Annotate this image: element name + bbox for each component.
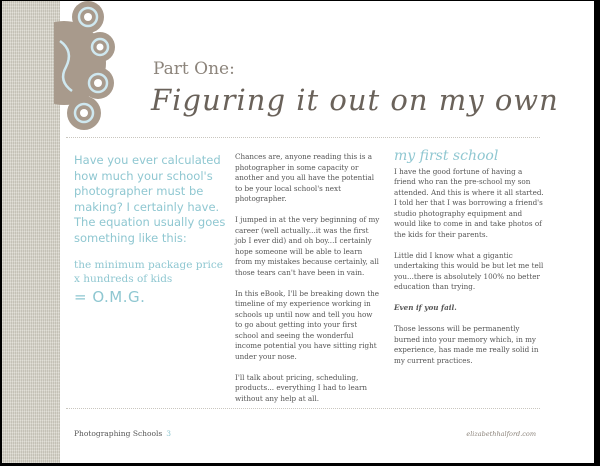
paragraph: Chances are, anyone reading this is a photographer in some capacity or another and you all have the potential to be your local school's next photographer. (235, 152, 375, 203)
paragraph: Those lessons will be permanently burned into your memory which, in my experience, has made me really solid in my current practices. (394, 324, 539, 365)
pull-quote-question: Have you ever calculated how much your school's photographer must be making? I certainly have. The equation usually goes something like this: (74, 153, 226, 245)
section-heading: my first school (394, 148, 499, 164)
page-number: 3 (166, 429, 172, 438)
pull-quote-equation (74, 258, 228, 286)
footer-website: elizabethhalford.com (466, 430, 536, 438)
paragraph: Little did I know what a gigantic undertaking this would be but let me tell you...there is absolutely 100% no better education than trying. (394, 250, 544, 291)
paragraph: In this eBook, I'll be breaking down the timeline of my experience working in schools up until now and tell you how to go about getting into your first school and seeing the wonderful income potential you have sitting right under your nose. (235, 288, 380, 361)
body-column-1 (235, 152, 381, 415)
ebook-page (2, 1, 594, 463)
equation-line-1: the minimum package price (74, 259, 223, 271)
footer-book-title: Photographing Schools (74, 429, 163, 438)
flourish-ornament (54, 1, 120, 139)
emphasis-line: Even if you fail. (394, 303, 457, 312)
part-label: Part One: (153, 59, 235, 79)
pull-quote (74, 153, 228, 306)
bottom-divider (66, 408, 540, 409)
paragraph: I'll talk about pricing, scheduling, products... everything I had to learn without any help at all. (235, 372, 368, 403)
paragraph: I have the good fortune of having a friend who ran the pre-school my son attended. And this is where it all started. I told her that I was borrowing a friend's studio photography equipment and would like to come in and take photos of the kids for their parents. (394, 166, 544, 239)
equation-line-2: x hundreds of kids (74, 273, 173, 285)
equation-result: = O.M.G. (74, 288, 146, 306)
paragraph: I jumped in at the very beginning of my career (well actually...it was the first job I ever did) and oh boy...I certainly hope someone will be able to learn from my mistakes because certainly, all those tears can't have been in vain. (235, 215, 380, 277)
body-column-2 (394, 148, 544, 377)
chapter-title: Figuring it out on my own (151, 83, 559, 117)
linen-border (2, 1, 60, 463)
top-divider (66, 137, 540, 138)
footer-title (74, 429, 171, 438)
